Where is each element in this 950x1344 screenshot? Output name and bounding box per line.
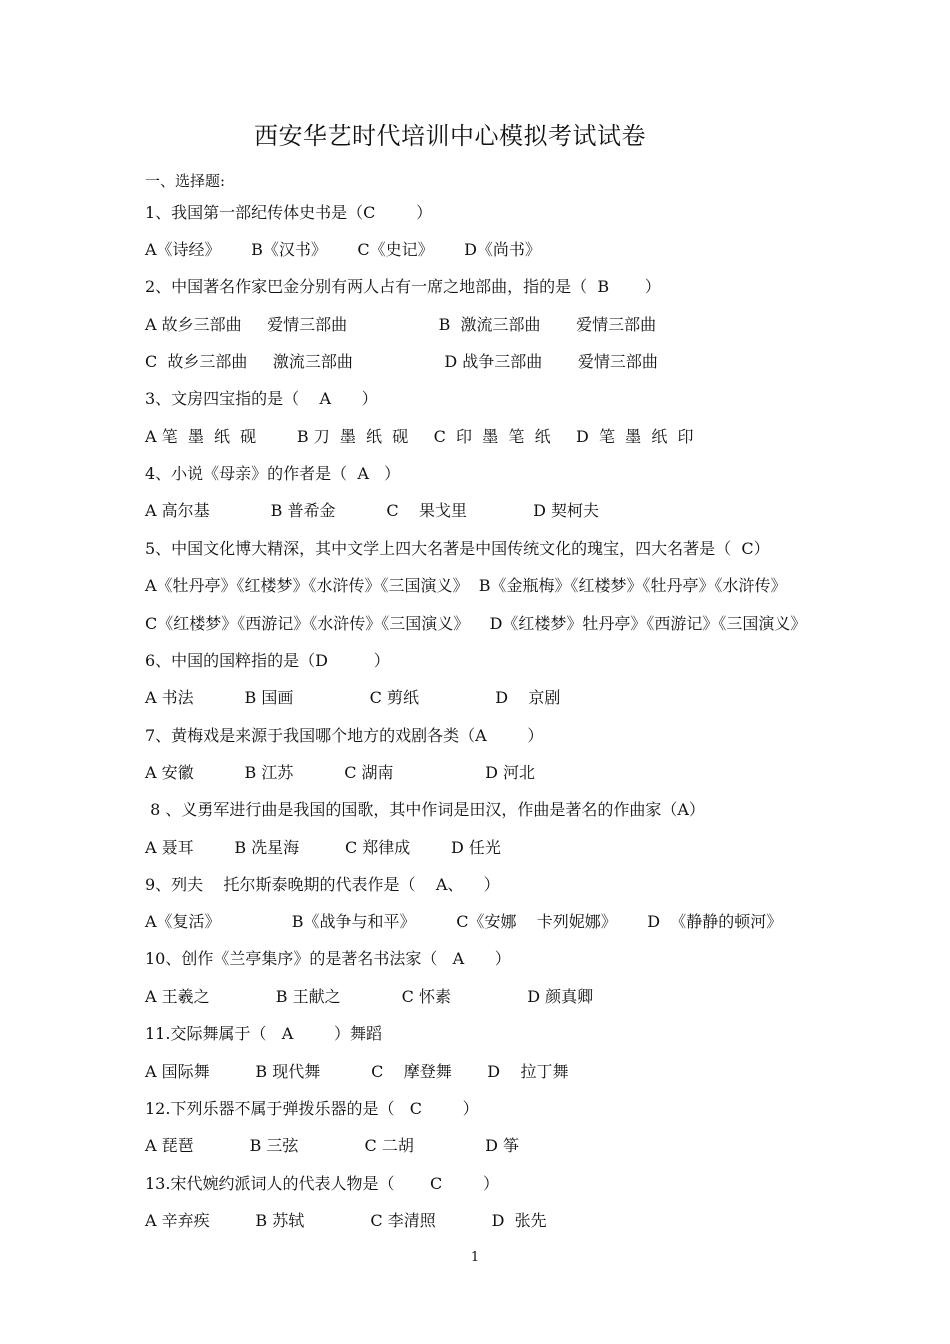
question-1: 1、我国第一部纪传体史书是（C ） bbox=[145, 203, 433, 222]
question-3: 3、文房四宝指的是（ A ） bbox=[145, 389, 378, 408]
options-2a: A 故乡三部曲 爱情三部曲 B 激流三部曲 爱情三部曲 bbox=[145, 315, 657, 334]
options-7: A 安徽 B 江苏 C 湖南 D 河北 bbox=[145, 763, 535, 782]
options-10: A 王羲之 B 王献之 C 怀素 D 颜真卿 bbox=[145, 987, 594, 1006]
page-title: 西安华艺时代培训中心模拟考试试卷 bbox=[254, 122, 646, 150]
options-3: A 笔 墨 纸 砚 B 刀 墨 纸 砚 C 印 墨 笔 纸 D 笔 墨 纸 印 bbox=[145, 427, 694, 446]
question-6: 6、中国的国粹指的是（D ） bbox=[145, 651, 390, 670]
options-5b: C《红楼梦》《西游记》《水浒传》《三国演义》 D《红楼梦》牡丹亭》《西游记》《三国演义》 bbox=[145, 614, 807, 633]
options-4: A 高尔基 B 普希金 C 果戈里 D 契柯夫 bbox=[145, 501, 599, 520]
question-5: 5、中国文化博大精深，其中文学上四大名著是中国传统文化的瑰宝，四大名著是（ C） bbox=[145, 539, 770, 558]
options-2b: C 故乡三部曲 激流三部曲 D 战争三部曲 爱情三部曲 bbox=[145, 352, 658, 371]
question-10: 10、创作《兰亭集序》的是著名书法家（ A ） bbox=[145, 949, 511, 968]
options-13: A 辛弃疾 B 苏轼 C 李清照 D 张先 bbox=[145, 1211, 547, 1230]
question-7: 7、黄梅戏是来源于我国哪个地方的戏剧各类（A ） bbox=[145, 726, 544, 745]
options-6: A 书法 B 国画 C 剪纸 D 京剧 bbox=[145, 688, 561, 707]
question-12: 12.下列乐器不属于弹拨乐器的是（ C ） bbox=[145, 1099, 479, 1118]
question-8: 8 、义勇军进行曲是我国的国歌，其中作词是田汉，作曲是著名的作曲家（A） bbox=[145, 800, 705, 819]
options-12: A 琵琶 B 三弦 C 二胡 D 筝 bbox=[145, 1136, 519, 1155]
question-13: 13.宋代婉约派词人的代表人物是（ C ） bbox=[145, 1174, 499, 1193]
options-5a: A《牡丹亭》《红楼梦》《水浒传》《三国演义》 B《金瓶梅》《红楼梦》《牡丹亭》《水浒传》 bbox=[145, 576, 787, 595]
question-9: 9、列夫 托尔斯泰晚期的代表作是（ A、 ） bbox=[145, 875, 500, 894]
question-11: 11.交际舞属于（ A ）舞蹈 bbox=[145, 1024, 382, 1043]
options-9: A《复活》 B《战争与和平》 C《安娜 卡列妮娜》 D 《静静的顿河》 bbox=[145, 912, 783, 931]
question-2: 2、中国著名作家巴金分别有两人占有一席之地部曲，指的是（ B ） bbox=[145, 277, 661, 296]
section-heading: 一、选择题: bbox=[145, 172, 226, 190]
options-8: A 聂耳 B 冼星海 C 郑律成 D 任光 bbox=[145, 838, 501, 857]
question-4: 4、小说《母亲》的作者是（ A ） bbox=[145, 464, 401, 483]
options-1: A《诗经》 B《汉书》 C《史记》 D《尚书》 bbox=[145, 240, 541, 259]
page-number: 1 bbox=[470, 1250, 480, 1265]
options-11: A 国际舞 B 现代舞 C 摩登舞 D 拉丁舞 bbox=[145, 1062, 569, 1081]
